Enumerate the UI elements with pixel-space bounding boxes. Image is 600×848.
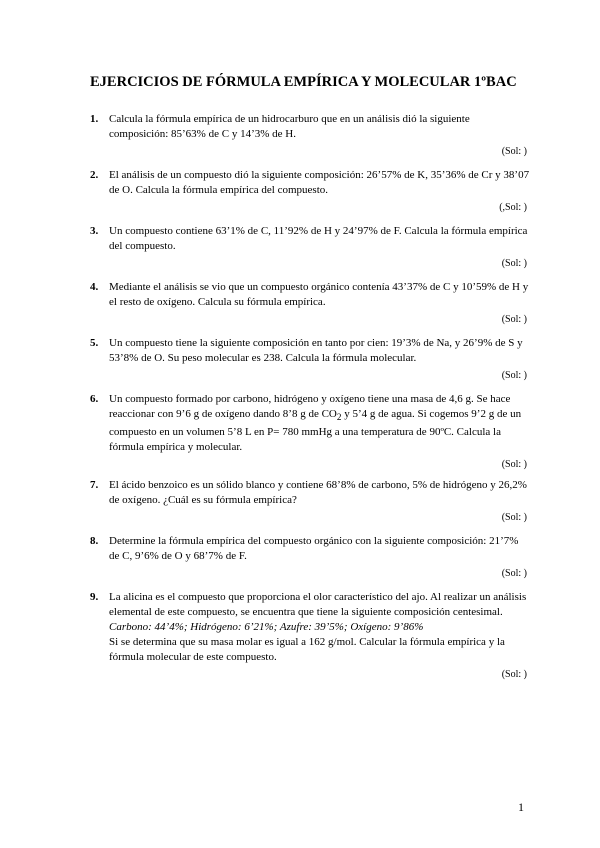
exercise-4	[90, 280, 530, 327]
exercise-7	[90, 478, 530, 525]
exercise-1	[90, 112, 530, 159]
subscript: 2	[336, 412, 342, 423]
exercise-text: El análisis de un compuesto dió la siguiente composición: 26’57% de K, 35’36% de Cr y 38’07 de O. Calcula la fórmula empírica del compuesto.	[109, 169, 530, 196]
exercise-text	[109, 590, 530, 665]
solution-placeholder: (,Sol: )	[499, 202, 527, 213]
composition-line: Carbono: 44’4%; Hidrógeno: 6’21%; Azufre: 39’5%; Oxígeno: 9’86%	[109, 621, 424, 633]
exercise-number: 6.	[90, 393, 99, 405]
exercise-number: 1.	[90, 113, 99, 125]
exercise-number: 3.	[90, 225, 99, 237]
exercise-3	[90, 224, 530, 271]
solution-placeholder: (Sol: )	[501, 669, 527, 680]
solution-placeholder: (Sol: )	[501, 370, 527, 381]
exercise-2	[90, 168, 530, 215]
solution-placeholder: (Sol: )	[501, 314, 527, 325]
exercise-number: 7.	[90, 479, 99, 491]
exercise-text-part: La alicina es el compuesto que proporciona el olor característico del ajo. Al realizar un análisis elemental de este compuesto, se encuentra que tiene la siguiente composición centesimal.	[109, 591, 527, 618]
page-number: 1	[518, 800, 524, 814]
exercise-text-part: Si se determina que su masa molar es igual a 162 g/mol. Calcular la fórmula empírica y la fórmula molecular de este compuesto.	[109, 636, 505, 663]
exercise-text-part: y 5’4 g de agua. Si cogemos 9’2 g de un compuesto en un volumen 5’8 L en P= 780 mmHg a una temperatura de 90ºC. Calcula la fórmula empírica y molecular.	[109, 408, 522, 454]
exercise-6	[90, 392, 530, 472]
exercise-text: Un compuesto tiene la siguiente composición en tanto por cien: 19’3% de Na, y 26’9% de S y 53’8% de O. Su peso molecular es 238. Calcula la fórmula molecular.	[109, 337, 523, 364]
exercise-number: 2.	[90, 169, 99, 181]
exercise-number: 8.	[90, 535, 99, 547]
page-title: EJERCICIOS DE FÓRMULA EMPÍRICA Y MOLECULAR 1ºBAC	[90, 74, 517, 90]
exercise-9	[90, 590, 530, 682]
solution-placeholder: (Sol: )	[501, 459, 527, 471]
exercise-text: El ácido benzoico es un sólido blanco y contiene 68’8% de carbono, 5% de hidrógeno y 26,2% de oxígeno. ¿Cuál es su fórmula empírica?	[109, 479, 527, 506]
exercise-text: Un compuesto contiene 63’1% de C, 11’92% de H y 24’97% de F. Calcula la fórmula empírica del compuesto.	[109, 225, 528, 252]
solution-placeholder: (Sol: )	[501, 258, 527, 269]
solution-placeholder: (Sol: )	[501, 568, 527, 579]
solution-placeholder: (Sol: )	[501, 512, 527, 523]
exercise-number: 5.	[90, 337, 99, 349]
exercise-5	[90, 336, 530, 383]
exercise-text: Mediante el análisis se vio que un compuesto orgánico contenía 43’37% de C y 10’59% de H y el resto de oxígeno. Calcula su fórmula empírica.	[109, 281, 529, 308]
exercise-text: Calcula la fórmula empírica de un hidrocarburo que en un análisis dió la siguiente composición: 85’63% de C y 14’3% de H.	[109, 113, 470, 140]
exercise-text-part: Un compuesto formado por carbono, hidrógeno y oxígeno tiene una masa de 4,6 g. Se hace reaccionar con 9’6 g de oxígeno dando 8’8 g de CO	[109, 393, 511, 420]
exercise-text	[109, 392, 530, 455]
exercise-number: 9.	[90, 591, 99, 603]
exercise-number: 4.	[90, 281, 99, 293]
solution-placeholder: (Sol: )	[501, 146, 527, 157]
exercise-text: Determine la fórmula empírica del compuesto orgánico con la siguiente composición: 21’7% de C, 9’6% de O y 68’7% de F.	[109, 535, 519, 562]
exercise-8	[90, 534, 530, 581]
